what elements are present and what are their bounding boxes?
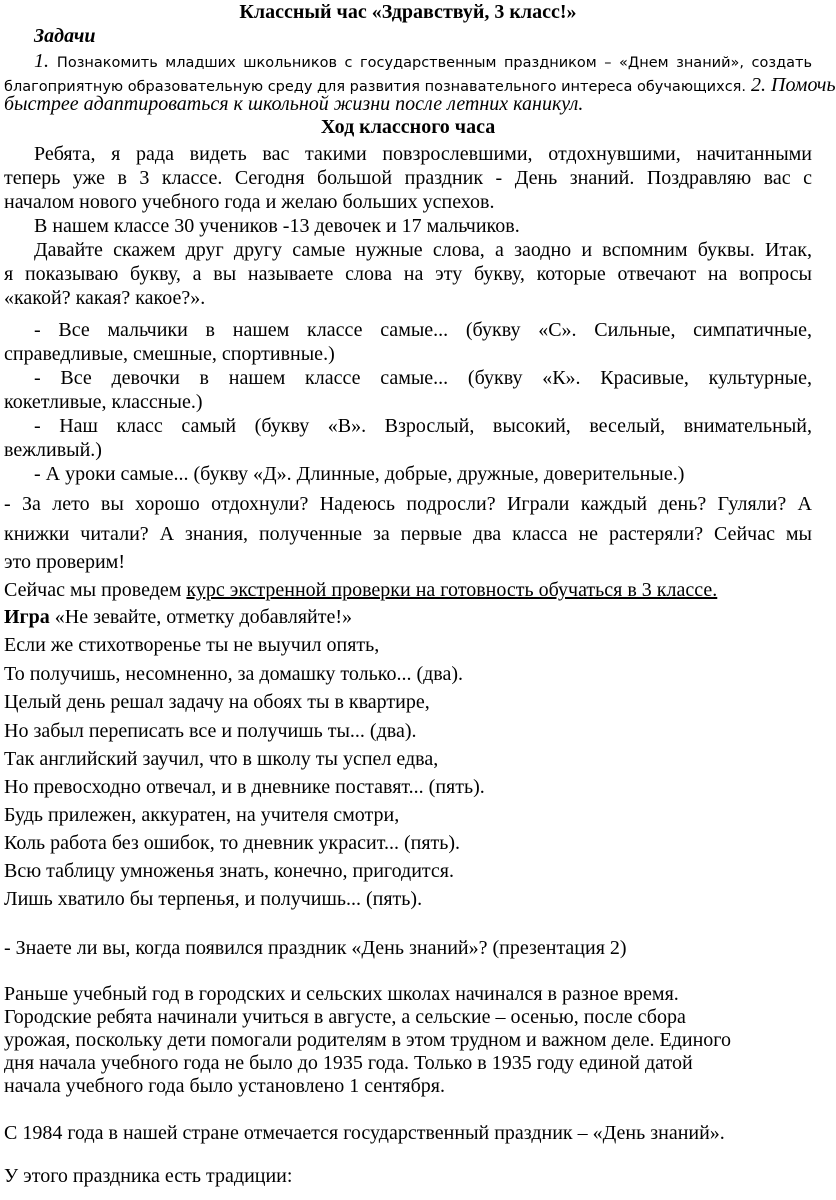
paragraph-girls-l1: - Все девочки в нашем классе самые... (букву «К». Красивые, культурные, [34,367,812,389]
task-1-number: 1. [34,50,49,72]
paragraph-greeting-l2: теперь уже в 3 классе. Сегодня большой праздник - День знаний. Поздравляю вас с [4,167,812,189]
poem-line: Коль работа без ошибок, то дневник украсит... (пять). [4,832,461,854]
poem-line: То получишь, несомненно, за домашку только... (два). [4,663,464,685]
poem-line: Так английский заучил, что в школу ты успел едва, [4,748,439,770]
paragraph-history-l5: начала учебного года было установлено 1 сентября. [4,1075,445,1097]
task-1-text: Познакомить младших школьников с государственным праздником – «Днем знаний», создать [56,55,812,71]
poem-line: Но превосходно отвечал, и в дневнике поставят... (пять). [4,776,485,798]
section-heading: Ход классного часа [320,116,496,138]
tasks-heading: Задачи [34,25,96,47]
poem-line: Лишь хватило бы терпенья, и получишь... (пять). [4,888,423,910]
document-title: Классный час «Здравствуй, 3 класс!» [239,1,577,23]
paragraph-lessons: - А уроки самые... (букву «Д». Длинные, добрые, дружные, доверительные.) [34,463,685,485]
paragraph-summer-l1: - За лето вы хорошо отдохнули? Надеюсь подросли? Играли каждый день? Гуляли? А [4,493,812,515]
task-2-text: Помочь [771,74,836,96]
test-course-intro: Сейчас мы проведем [4,579,187,601]
paragraph-class-count: В нашем классе 30 учеников -13 девочек и 17 мальчиков. [34,215,520,237]
paragraph-summer-l2: книжки читали? А знания, полученные за первые два класса не растеряли? Сейчас мы [4,523,812,545]
game-title: «Не зевайте, отметку добавляйте!» [49,606,352,628]
game-label: Игра [4,606,50,628]
poem-line: Будь прилежен, аккуратен, на учителя смотри, [4,804,400,826]
paragraph-1984: С 1984 года в нашей стране отмечается государственный праздник – «День знаний». [4,1122,725,1144]
paragraph-class-l2: вежливый.) [4,439,102,461]
paragraph-history-l4: дня начала учебного года не было до 1935 года. Только в 1935 году единой датой [4,1052,693,1074]
paragraph-greeting-l1: Ребята, я рада видеть вас такими повзрослевшими, отдохнувшими, начитанными [34,143,812,165]
poem-line: Целый день решал задачу на обоях ты в квартире, [4,691,430,713]
paragraph-history-l1: Раньше учебный год в городских и сельских школах начинался в разное время. [4,983,679,1005]
task-2-number: 2. [751,74,766,96]
paragraph-letters-l2: я показываю букву, а вы называете слова на эту букву, которые отвечают на вопросы [4,263,812,285]
poem-line: Всю таблицу умноженья знать, конечно, пригодится. [4,860,454,882]
paragraph-class-l1: - Наш класс самый (букву «В». Взрослый, высокий, веселый, внимательный, [34,415,812,437]
task-1-line-1 [4,49,812,75]
paragraph-summer-l3: это проверим! [4,551,125,573]
paragraph-girls-l2: кокетливые, классные.) [4,391,203,413]
task-1-text-cont: благоприятную образовательную среду для развития познавательного интереса обучающихся. [4,79,746,95]
poem-line: Если же стихотворенье ты не выучил опять, [4,634,380,656]
poem-line: Но забыл переписать все и получишь ты... (два). [4,720,417,742]
test-course-underlined: курс экстренной проверки на готовность обучаться в 3 классе. [186,579,718,601]
paragraph-test-course [4,578,812,602]
paragraph-greeting-l3: началом нового учебного года и желаю больших успехов. [4,191,495,213]
paragraph-history-l3: урожая, поскольку дети помогали родителям в этом трудном и важном деле. Единого [4,1029,731,1051]
game-heading [4,605,812,629]
paragraph-boys-l1: - Все мальчики в нашем классе самые... (букву «С». Сильные, симпатичные, [34,319,812,341]
paragraph-boys-l2: справедливые, смешные, спортивные.) [4,343,335,365]
task-2-line-2: быстрее адаптироваться к школьной жизни после летних каникул. [4,93,584,115]
paragraph-history-l2: Городские ребята начинали учиться в августе, а сельские – осенью, после сбора [4,1006,686,1028]
paragraph-letters-l3: «какой? какая? какое?». [4,287,206,309]
paragraph-traditions: У этого праздника есть традиции: [4,1165,293,1187]
paragraph-letters-l1: Давайте скажем друг другу самые нужные слова, а заодно и вспомним буквы. Итак, [34,239,812,261]
question-holiday: - Знаете ли вы, когда появился праздник «День знаний»? (презентация 2) [4,937,627,959]
